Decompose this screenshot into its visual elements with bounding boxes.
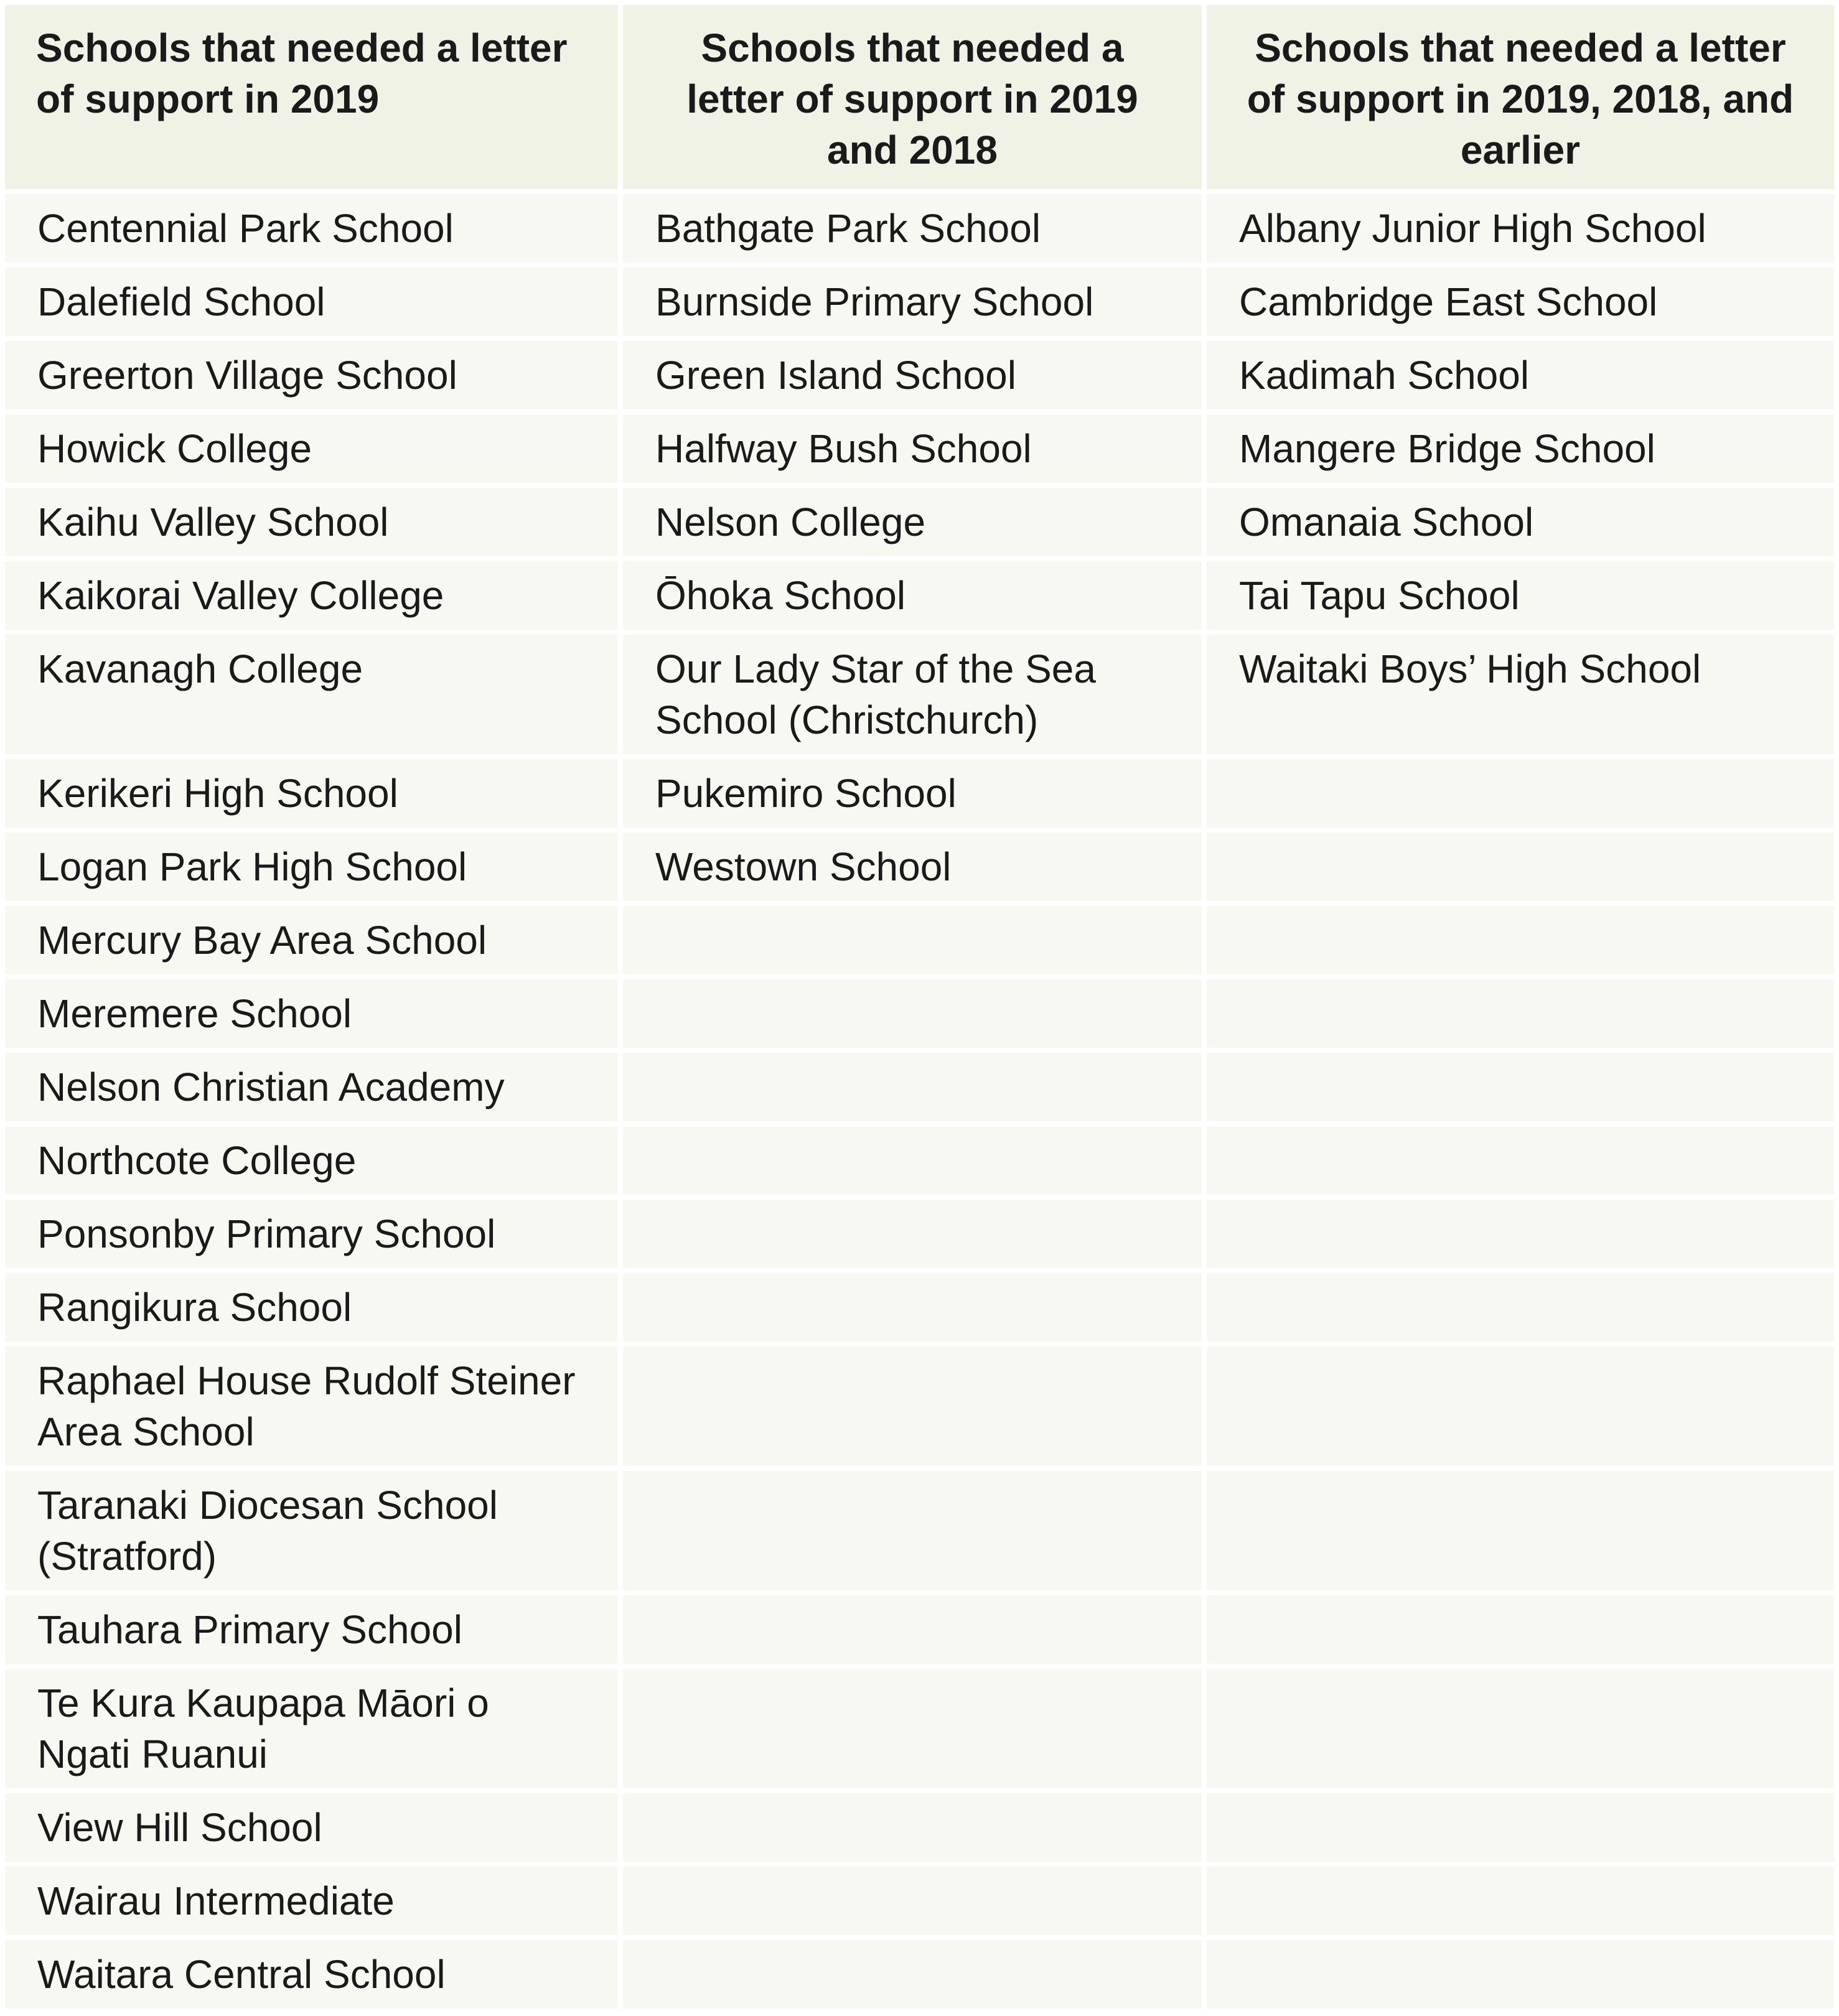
table-cell: [623, 1595, 1202, 1664]
table-cell: [1207, 1793, 1834, 1862]
table-cell: Our Lady Star of the Sea School (Christchurch): [623, 635, 1202, 754]
table-cell: Dalefield School: [5, 268, 618, 336]
table-row: [5, 1273, 1834, 1342]
table-cell: [1207, 1867, 1834, 1935]
table-cell: Kaihu Valley School: [5, 488, 618, 556]
table-header: [5, 5, 1834, 189]
table-row: [5, 1669, 1834, 1788]
table-cell: [1207, 1053, 1834, 1121]
table-cell: [1207, 1595, 1834, 1664]
table-cell: [623, 1053, 1202, 1121]
header-2019-2018-earlier: Schools that needed a letter of support in 2019, 2018, and earlier: [1207, 5, 1834, 189]
table-cell: Logan Park High School: [5, 833, 618, 901]
table-row: [5, 635, 1834, 754]
table-row: [5, 1471, 1834, 1590]
table-cell: Westown School: [623, 833, 1202, 901]
table-cell: [1207, 1346, 1834, 1466]
table-cell: Northcote College: [5, 1126, 618, 1195]
table-cell: Kadimah School: [1207, 341, 1834, 409]
table-cell: [1207, 1471, 1834, 1590]
table-row: [5, 341, 1834, 409]
table-cell: [623, 1793, 1202, 1862]
table-row: [5, 488, 1834, 556]
header-2019: Schools that needed a letter of support in 2019: [5, 5, 618, 189]
table-cell: Waitara Central School: [5, 1940, 618, 2009]
table-cell: [1207, 979, 1834, 1048]
table-row: [5, 759, 1834, 828]
table-cell: Centennial Park School: [5, 194, 618, 263]
table-body: [5, 194, 1834, 2009]
table-cell: Te Kura Kaupapa Māori o Ngati Ruanui: [5, 1669, 618, 1788]
table-cell: [623, 1346, 1202, 1466]
table-cell: Kaikorai Valley College: [5, 561, 618, 630]
table-cell: [623, 1126, 1202, 1195]
table-row: [5, 1200, 1834, 1268]
table-cell: Rangikura School: [5, 1273, 618, 1342]
table-row: [5, 1595, 1834, 1664]
table-row: [5, 1793, 1834, 1862]
table-cell: [1207, 833, 1834, 901]
table-cell: View Hill School: [5, 1793, 618, 1862]
table-cell: Mangere Bridge School: [1207, 414, 1834, 483]
table-cell: [1207, 1940, 1834, 2009]
table-cell: Omanaia School: [1207, 488, 1834, 556]
table-row: [5, 414, 1834, 483]
table-cell: [1207, 1126, 1834, 1195]
table-cell: Cambridge East School: [1207, 268, 1834, 336]
table-cell: Ponsonby Primary School: [5, 1200, 618, 1268]
table-cell: Tai Tapu School: [1207, 561, 1834, 630]
table-row: [5, 906, 1834, 974]
table-row: [5, 1867, 1834, 1935]
table-row: [5, 979, 1834, 1048]
table-cell: Greerton Village School: [5, 341, 618, 409]
table-cell: [623, 1471, 1202, 1590]
table-row: [5, 1126, 1834, 1195]
table-cell: Bathgate Park School: [623, 194, 1202, 263]
table-row: [5, 194, 1834, 263]
table-cell: [623, 1273, 1202, 1342]
header-2019-2018: Schools that needed a letter of support in 2019 and 2018: [623, 5, 1202, 189]
table-cell: [623, 979, 1202, 1048]
table-cell: Burnside Primary School: [623, 268, 1202, 336]
table-row: [5, 1940, 1834, 2009]
table-row: [5, 561, 1834, 630]
table-cell: [623, 906, 1202, 974]
table-row: [5, 1053, 1834, 1121]
table-cell: Pukemiro School: [623, 759, 1202, 828]
table-cell: Howick College: [5, 414, 618, 483]
table-cell: Waitaki Boys’ High School: [1207, 635, 1834, 754]
table-cell: [1207, 759, 1834, 828]
table-cell: [1207, 1200, 1834, 1268]
table-cell: Ōhoka School: [623, 561, 1202, 630]
table-cell: [1207, 1273, 1834, 1342]
table-cell: Nelson Christian Academy: [5, 1053, 618, 1121]
table-cell: Raphael House Rudolf Steiner Area School: [5, 1346, 618, 1466]
table-row: [5, 833, 1834, 901]
table-cell: [623, 1867, 1202, 1935]
table-cell: Nelson College: [623, 488, 1202, 556]
table-cell: [1207, 906, 1834, 974]
table-cell: [1207, 1669, 1834, 1788]
table-cell: Albany Junior High School: [1207, 194, 1834, 263]
table-cell: Halfway Bush School: [623, 414, 1202, 483]
table-cell: Wairau Intermediate: [5, 1867, 618, 1935]
table-row: [5, 268, 1834, 336]
table-cell: [623, 1940, 1202, 2009]
table-cell: [623, 1669, 1202, 1788]
table-cell: Tauhara Primary School: [5, 1595, 618, 1664]
table-cell: Meremere School: [5, 979, 618, 1048]
table-cell: Mercury Bay Area School: [5, 906, 618, 974]
header-row: [5, 5, 1834, 189]
table-cell: [623, 1200, 1202, 1268]
table-row: [5, 1346, 1834, 1466]
table-cell: Kavanagh College: [5, 635, 618, 754]
table-cell: Kerikeri High School: [5, 759, 618, 828]
table-cell: Taranaki Diocesan School (Stratford): [5, 1471, 618, 1590]
table-cell: Green Island School: [623, 341, 1202, 409]
